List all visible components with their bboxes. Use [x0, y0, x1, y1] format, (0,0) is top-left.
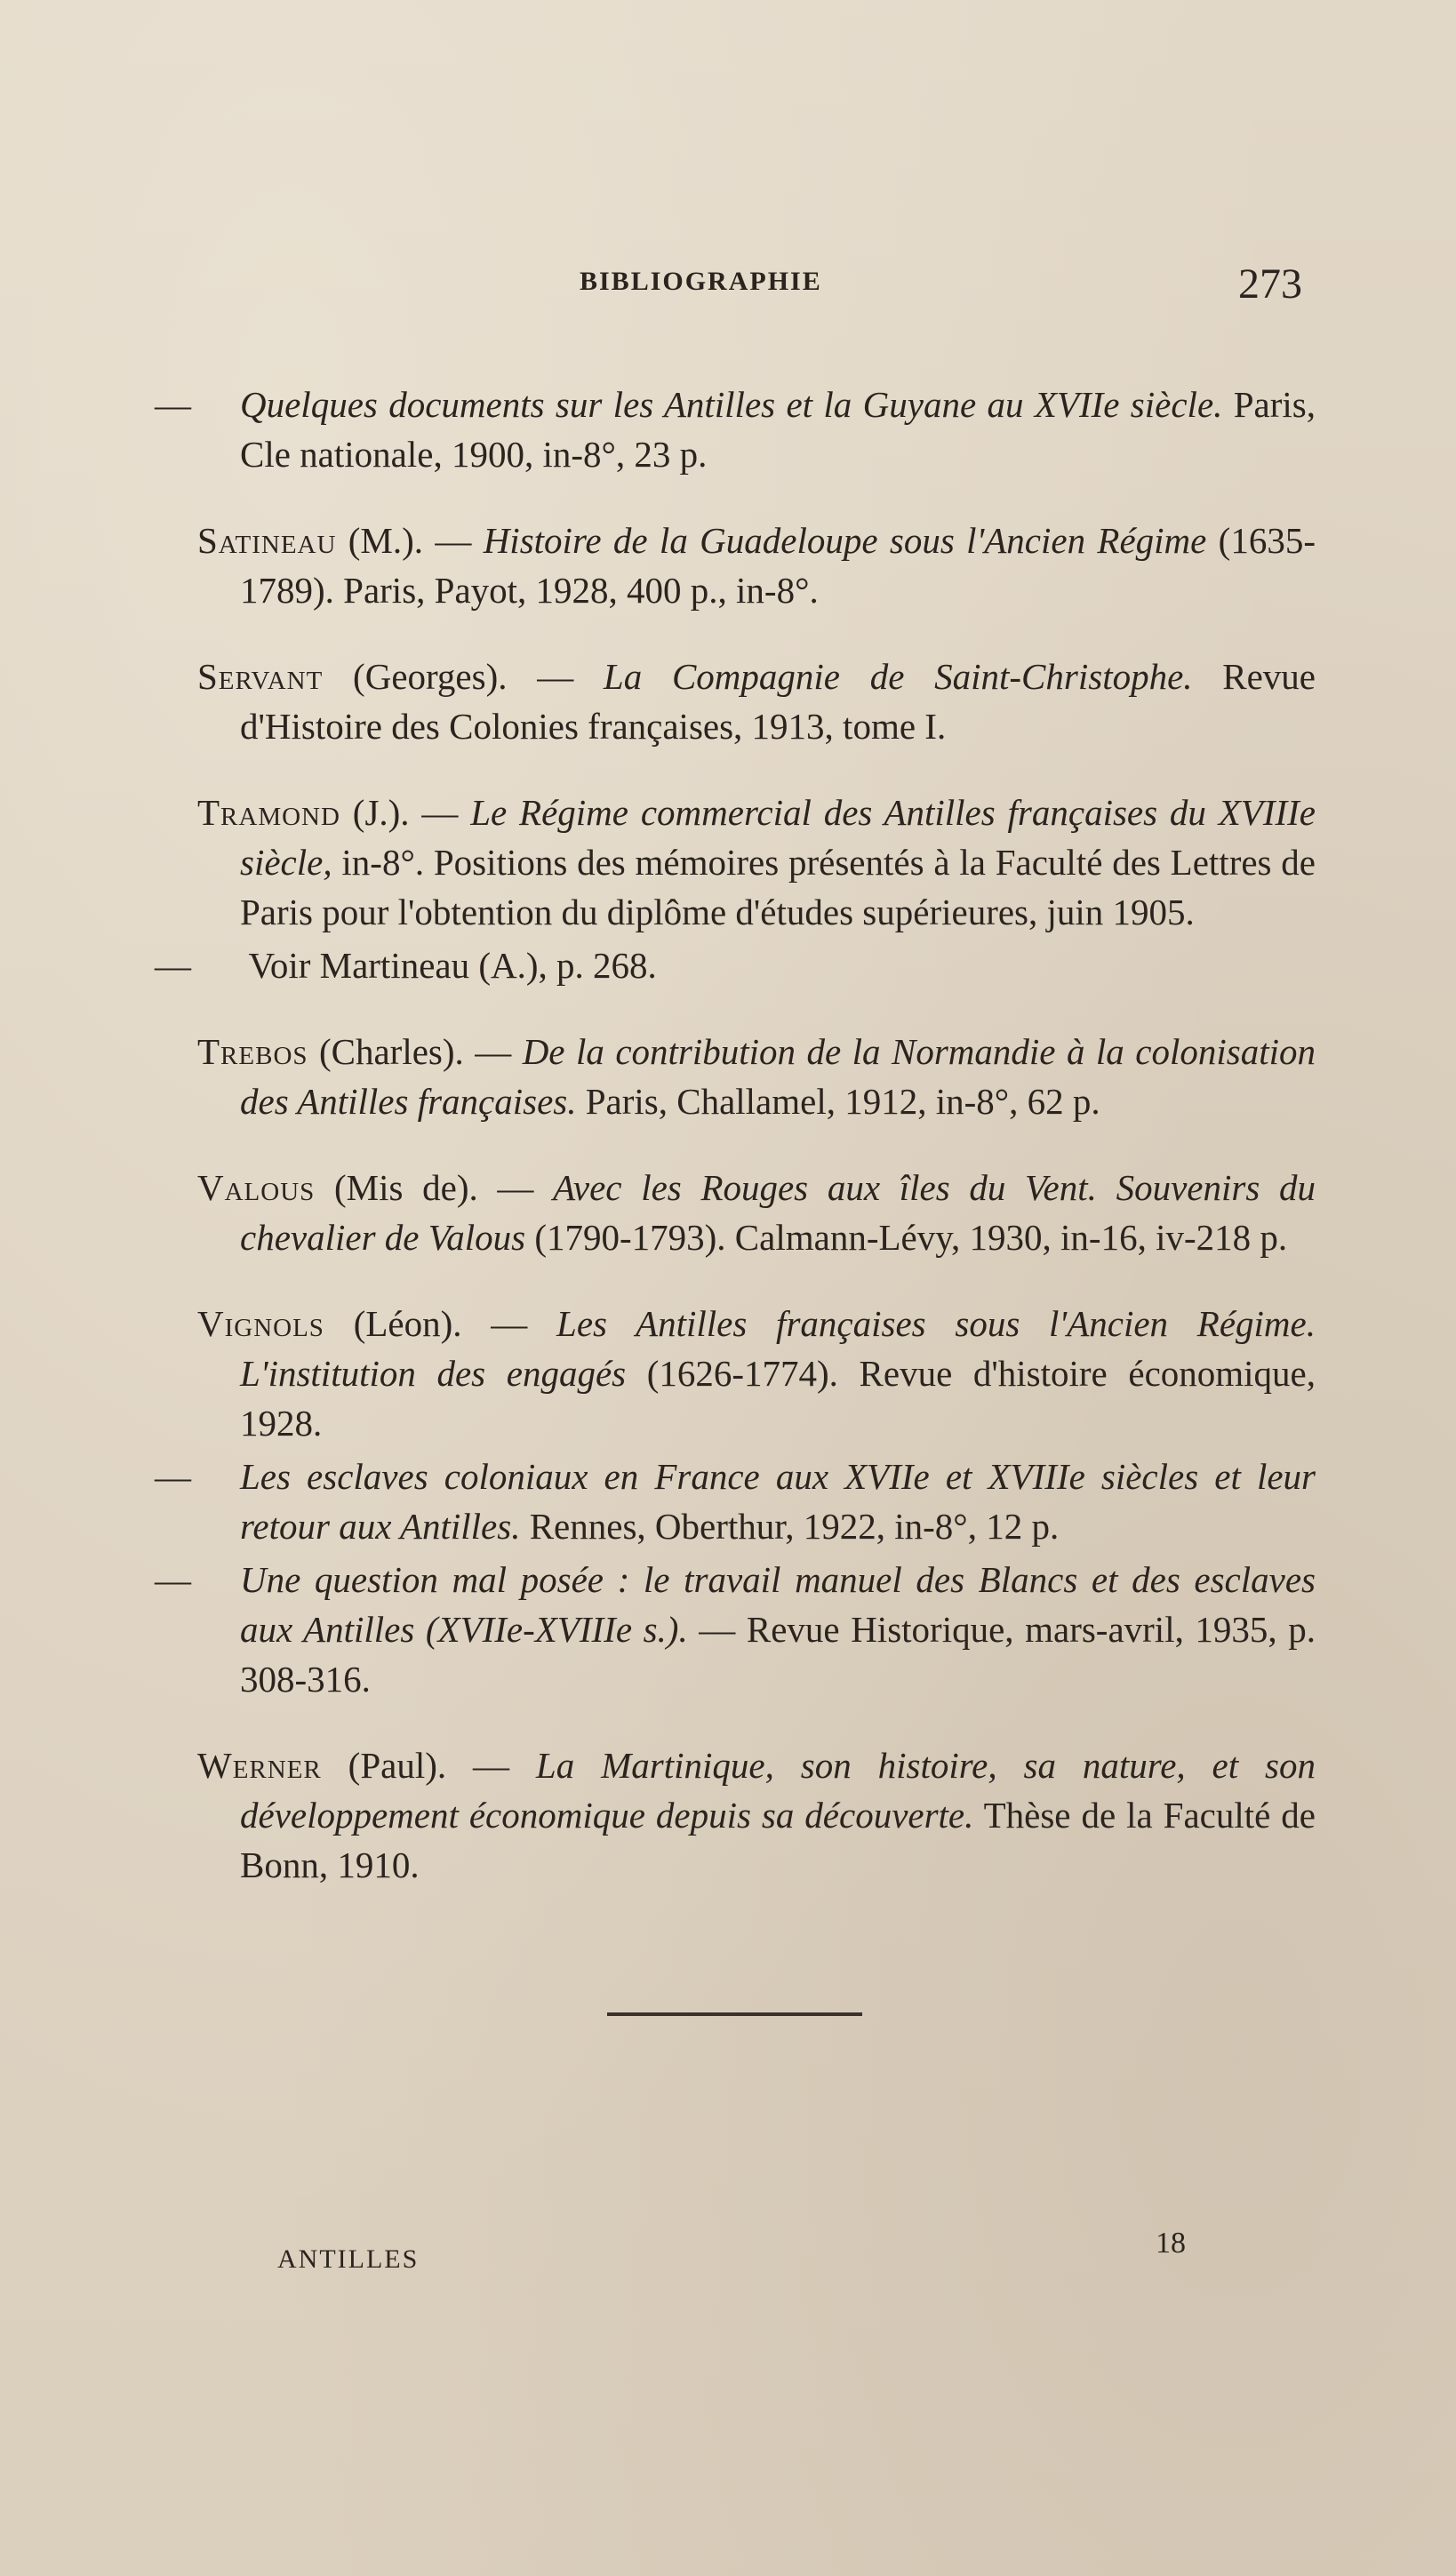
bibliography-entry: [197, 788, 1316, 937]
entry-dash: —: [155, 945, 191, 986]
entry-author-detail: (Georges). —: [323, 656, 604, 697]
entry-title: Quelques documents sur les Antilles et la Guyane au XVIIe siècle.: [240, 384, 1223, 425]
entry-publication: Voir Martineau (A.), p. 268.: [240, 945, 657, 986]
entry-author: Vignols: [197, 1303, 324, 1344]
page-number: 273: [1238, 260, 1302, 308]
bibliography-entry: [155, 940, 1316, 990]
entry-publication: in-8°. Positions des mémoires présentés à la Faculté des Lettres de Paris pour l'obtention du diplôme d'études supérieures, juin 1905.: [240, 842, 1316, 932]
entry-publication: — Revue Historique, mars-avril, 1935, p. 308-316.: [240, 1609, 1316, 1700]
entry-author: Servant: [197, 656, 324, 697]
entry-dash: —: [155, 384, 191, 425]
entry-author: Valous: [197, 1167, 316, 1208]
entry-author: Trebos: [197, 1031, 308, 1072]
entry-publication: Paris, Challamel, 1912, in-8°, 62 p.: [576, 1081, 1100, 1122]
entry-title: La Compagnie de Saint-Christophe.: [603, 656, 1193, 697]
entry-author-detail: (Mis de). —: [315, 1167, 554, 1208]
entry-author-detail: (M.). —: [336, 520, 484, 561]
bibliography-entry: [197, 516, 1316, 615]
entry-publication: Rennes, Oberthur, 1922, in-8°, 12 p.: [520, 1506, 1060, 1547]
entry-title: Histoire de la Guadeloupe sous l'Ancien Régime: [483, 520, 1207, 561]
running-head-title: BIBLIOGRAPHIE: [580, 267, 822, 296]
entry-title: La Martinique, son histoire, sa nature, et son développement économique depuis sa découverte.: [240, 1745, 1316, 1836]
section-divider: [607, 2012, 862, 2016]
bibliography-entry: [155, 380, 1316, 479]
bibliography-entry: [197, 1740, 1316, 1890]
entry-author: Werner: [197, 1745, 322, 1786]
bibliography-entry: [197, 652, 1316, 751]
entry-title: Une question mal posée : le travail manuel des Blancs et des esclaves aux Antilles (XVIIe-XVIIIe s.).: [240, 1559, 1316, 1650]
entry-title: Le Régime commercial des Antilles françaises du XVIIIe siècle,: [240, 792, 1316, 883]
bibliography-entry: [197, 1163, 1316, 1262]
running-head: [0, 260, 1456, 313]
entry-author-detail: (J.). —: [340, 792, 471, 833]
signature-label: ANTILLES: [277, 2244, 420, 2274]
entry-title: Avec les Rouges aux îles du Vent. Souvenirs du chevalier de Valous: [240, 1167, 1316, 1258]
entry-author-detail: (Charles). —: [308, 1031, 523, 1072]
entry-publication: Thèse de la Faculté de Bonn, 1910.: [240, 1795, 1316, 1885]
entry-publication: Revue d'Histoire des Colonies françaises, 1913, tome I.: [240, 656, 1316, 747]
entry-publication: (1635-1789). Paris, Payot, 1928, 400 p., in-8°.: [240, 520, 1316, 611]
entry-publication: Paris, Cle nationale, 1900, in-8°, 23 p.: [240, 384, 1316, 475]
bibliography-entry: [155, 1555, 1316, 1704]
entry-publication: (1790-1793). Calmann-Lévy, 1930, in-16, iv-218 p.: [525, 1217, 1288, 1258]
bibliography-entry: [197, 1027, 1316, 1126]
entry-author: Tramond: [197, 792, 340, 833]
bibliography-entry: [197, 1299, 1316, 1448]
entry-publication: (1626-1774). Revue d'histoire économique, 1928.: [240, 1353, 1316, 1444]
entry-author-detail: (Paul). —: [321, 1745, 536, 1786]
bibliography-entry: [155, 1452, 1316, 1551]
signature-number: 18: [1156, 2227, 1186, 2260]
bibliography-list: [155, 343, 1316, 1906]
entry-title: De la contribution de la Normandie à la colonisation des Antilles françaises.: [240, 1031, 1316, 1122]
printer-signature: [0, 2227, 1456, 2280]
entry-title: Les esclaves coloniaux en France aux XVIIe et XVIIIe siècles et leur retour aux Antilles.: [240, 1456, 1316, 1547]
entry-author-detail: (Léon). —: [324, 1303, 557, 1344]
entry-dash: —: [155, 1456, 191, 1497]
entry-title: Les Antilles françaises sous l'Ancien Régime. L'institution des engagés: [240, 1303, 1316, 1394]
entry-dash: —: [155, 1559, 191, 1600]
entry-author: Satineau: [197, 520, 337, 561]
